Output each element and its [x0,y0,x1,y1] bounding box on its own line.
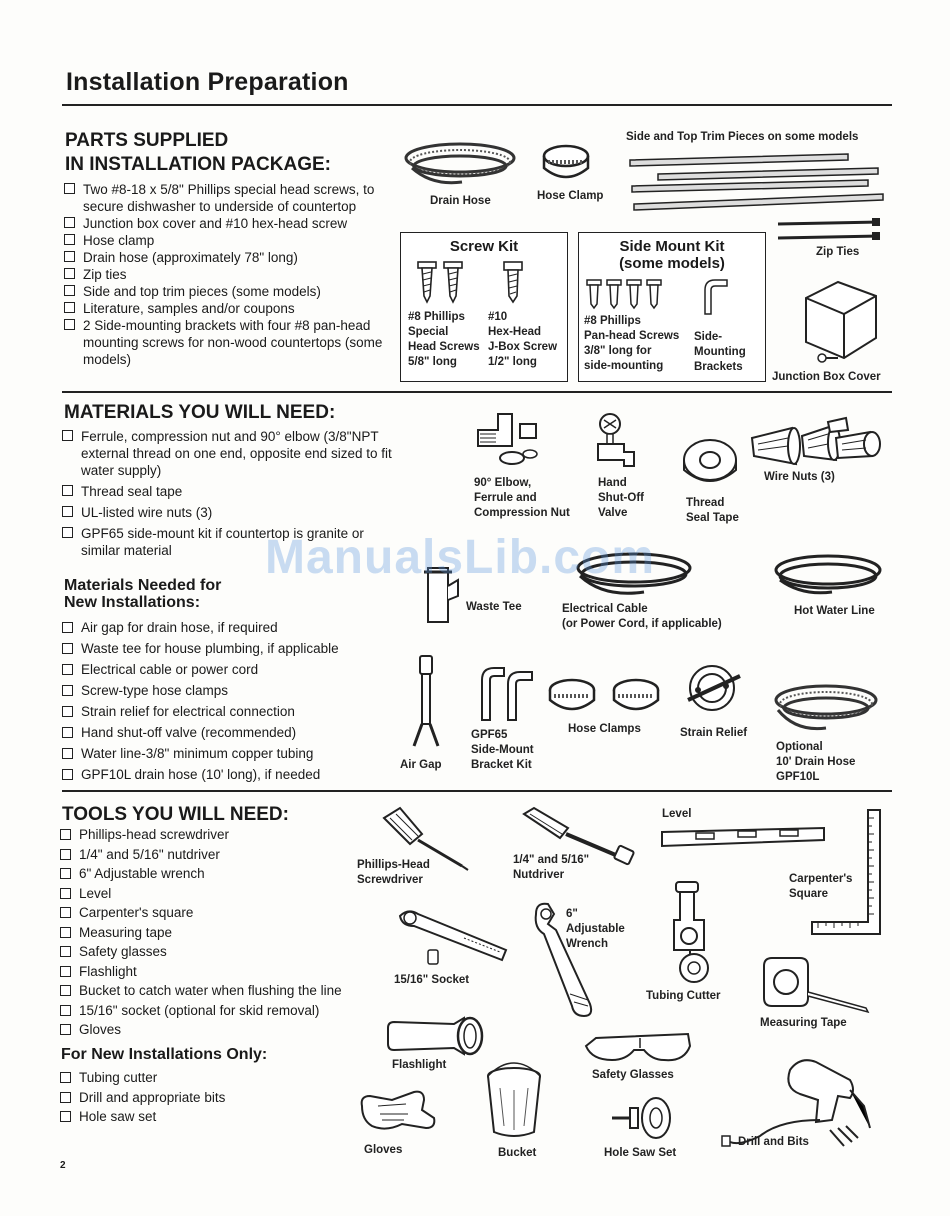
elbow-label: 90° Elbow, Ferrule and Compression Nut [474,477,570,519]
parts-heading-2: IN INSTALLATION PACKAGE: [65,154,331,175]
bucket-label: Bucket [498,1147,537,1159]
checklist-item: Waste tee for house plumbing, if applicable [62,638,392,659]
safety-glasses-label: Safety Glasses [592,1069,674,1081]
checkbox-icon[interactable] [64,183,75,194]
checkbox-icon[interactable] [62,685,73,696]
checkbox-icon[interactable] [62,748,73,759]
checklist-item: Ferrule, compression nut and 90° elbow (3/8"NPT external thread on one end, opposite end sized to fit water supply) [62,428,392,479]
strain-relief-label: Strain Relief [680,727,748,739]
checklist-item: Air gap for drain hose, if required [62,617,392,638]
checklist-item: Zip ties [64,266,394,283]
wrench-label: 6" Adjustable Wrench [566,908,625,950]
cable-label: Electrical Cable (or Power Cord, if applicable) [562,603,722,630]
trim-pieces-icon [628,150,890,216]
checkbox-icon[interactable] [60,829,71,840]
zip-ties-icon [776,218,884,246]
safety-glasses-icon [584,1030,694,1064]
socket-label: 15/16" Socket [394,974,470,986]
checkbox-icon[interactable] [62,430,73,441]
tools-new-checklist [60,1068,380,1127]
checklist-item: Phillips-head screwdriver [60,825,380,845]
optional-drain-hose-icon [772,682,882,738]
hole-saw-icon [610,1094,674,1144]
checklist-item: Screw-type hose clamps [62,680,392,701]
checklist-item: 15/16" socket (optional for skid removal) [60,1001,380,1021]
wire-nuts-label: Wire Nuts (3) [764,471,835,483]
checkbox-icon[interactable] [60,888,71,899]
new-installations-checklist [62,617,392,785]
screw-kit-screws-icon [416,260,536,304]
checklist-item: GPF10L drain hose (10' long), if needed [62,764,392,785]
trim-pieces-label: Side and Top Trim Pieces on some models [626,131,859,143]
section-rule [62,391,892,393]
air-gap-icon [412,654,442,750]
zip-ties-label: Zip Ties [816,246,860,258]
thread-tape-icon [682,436,738,486]
checkbox-icon[interactable] [62,506,73,517]
optional-drain-hose-label: Optional 10' Drain Hose GPF10L [776,741,856,783]
checkbox-icon[interactable] [64,319,75,330]
checklist-item: Side and top trim pieces (some models) [64,283,394,300]
watermark: ManualsLib.com [265,531,656,584]
side-mount-screws-icon [585,278,735,316]
hose-clamps-label: Hose Clamps [568,723,641,735]
checkbox-icon[interactable] [64,302,75,313]
checklist-item: Tubing cutter [60,1068,380,1088]
strain-relief-icon [684,660,744,718]
gloves-label: Gloves [364,1144,403,1156]
checklist-item: 1/4" and 5/16" nutdriver [60,845,380,865]
checklist-item: Literature, samples and/or coupons [64,300,394,317]
checkbox-icon[interactable] [62,643,73,654]
screw-kit-right-label: #10 Hex-Head J-Box Screw 1/2" long [488,311,558,368]
checkbox-icon[interactable] [60,1072,71,1083]
checklist-item: Two #8-18 x 5/8" Phillips special head screws, to secure dishwasher to underside of countertop [64,181,394,215]
checklist-item: Drill and appropriate bits [60,1088,380,1108]
checkbox-icon[interactable] [62,706,73,717]
drain-hose-icon [402,138,520,194]
checklist-item: 2 Side-mounting brackets with four #8 pan-head mounting screws for non-wood countertops (some models) [64,317,394,368]
wire-nuts-icon [748,416,884,470]
section-rule [62,790,892,792]
shutoff-valve-icon [594,412,638,470]
checklist-item: Safety glasses [60,942,380,962]
checkbox-icon[interactable] [60,849,71,860]
nutdriver-label: 1/4" and 5/16" Nutdriver [513,854,590,881]
checkbox-icon[interactable] [60,868,71,879]
valve-label: Hand Shut-Off Valve [598,477,644,519]
checkbox-icon[interactable] [62,769,73,780]
screw-kit-title: Screw Kit [449,238,519,255]
materials-heading: MATERIALS YOU WILL NEED: [64,402,336,423]
checkbox-icon[interactable] [64,251,75,262]
hot-water-label: Hot Water Line [794,605,875,617]
side-mount-left-label: #8 Phillips Pan-head Screws 3/8" long for side-mounting [584,315,680,372]
waste-tee-label: Waste Tee [466,601,522,613]
gpf65-bracket-icon [478,664,540,724]
checklist-item: Junction box cover and #10 hex-head screw [64,215,394,232]
tools-new-heading: For New Installations Only: [61,1046,268,1063]
checkbox-icon[interactable] [60,1005,71,1016]
hose-clamp-icon [542,142,590,184]
checklist-item: Measuring tape [60,923,380,943]
checklist-item: Drain hose (approximately 78" long) [64,249,394,266]
checkbox-icon[interactable] [64,285,75,296]
checkbox-icon[interactable] [60,1024,71,1035]
checkbox-icon[interactable] [62,727,73,738]
hole-saw-label: Hole Saw Set [604,1147,677,1159]
checkbox-icon[interactable] [64,217,75,228]
drain-hose-label: Drain Hose [430,195,491,207]
page-number: 2 [60,1160,66,1171]
checklist-item: Gloves [60,1020,380,1040]
checkbox-icon[interactable] [60,1092,71,1103]
hot-water-line-icon [772,552,884,598]
checklist-item: Electrical cable or power cord [62,659,392,680]
new-installations-heading-1: Materials Needed for [64,577,222,594]
flashlight-label: Flashlight [392,1059,447,1071]
checklist-item: Hole saw set [60,1107,380,1127]
side-mount-kit-title: Side Mount Kit (some models) [619,238,725,272]
checkbox-icon[interactable] [62,622,73,633]
checkbox-icon[interactable] [64,234,75,245]
drill-label: Drill and Bits [738,1136,809,1148]
screwdriver-label: Phillips-Head Screwdriver [357,859,430,886]
checklist-item: 6" Adjustable wrench [60,864,380,884]
square-label: Carpenter's Square [789,873,853,900]
tubing-cutter-icon [664,880,718,988]
checkbox-icon[interactable] [60,946,71,957]
junction-box-label: Junction Box Cover [772,371,881,383]
title-rule [62,104,892,106]
checkbox-icon[interactable] [62,485,73,496]
elbow-fittings-icon [472,410,542,470]
gloves-icon [358,1088,438,1138]
socket-icon [394,906,520,968]
checklist-item: Bucket to catch water when flushing the line [60,981,380,1001]
checklist-item: Hand shut-off valve (recommended) [62,722,392,743]
parts-checklist [64,181,394,368]
checklist-item: Thread seal tape [62,483,392,500]
checklist-item: Hose clamp [64,232,394,249]
new-installations-heading-2: New Installations: [64,594,201,611]
checkbox-icon[interactable] [62,664,73,675]
side-mount-right-label: Side- Mounting Brackets [694,331,746,373]
tools-checklist [60,825,380,1040]
checklist-item: Flashlight [60,962,380,982]
level-icon [660,826,828,850]
flashlight-icon [384,1016,488,1056]
tubing-cutter-label: Tubing Cutter [646,990,721,1002]
tape-label: Thread Seal Tape [686,497,739,524]
checkbox-icon[interactable] [60,927,71,938]
checklist-item: GPF65 side-mount kit if countertop is granite or similar material [62,525,392,559]
checklist-item: Strain relief for electrical connection [62,701,392,722]
checklist-item: Water line-3/8" minimum copper tubing [62,743,392,764]
checkbox-icon[interactable] [60,966,71,977]
bucket-icon [484,1064,544,1140]
junction-box-icon [798,278,880,368]
tools-heading: TOOLS YOU WILL NEED: [62,804,289,825]
hose-clamps-icon [548,676,662,720]
level-label: Level [662,808,692,820]
checkbox-icon[interactable] [60,907,71,918]
screw-kit-left-label: #8 Phillips Special Head Screws 5/8" long [408,311,480,368]
hose-clamp-label: Hose Clamp [537,190,604,202]
checkbox-icon[interactable] [64,268,75,279]
gpf65-label: GPF65 Side-Mount Bracket Kit [471,729,534,771]
air-gap-label: Air Gap [400,759,442,771]
measuring-tape-icon [760,956,872,1014]
checklist-item: Carpenter's square [60,903,380,923]
checkbox-icon[interactable] [60,985,71,996]
checklist-item: UL-listed wire nuts (3) [62,504,392,521]
checklist-item: Level [60,884,380,904]
parts-heading-1: PARTS SUPPLIED [65,130,229,151]
checkbox-icon[interactable] [62,527,73,538]
measuring-tape-label: Measuring Tape [760,1017,847,1029]
page-title: Installation Preparation [66,68,349,96]
checkbox-icon[interactable] [60,1111,71,1122]
